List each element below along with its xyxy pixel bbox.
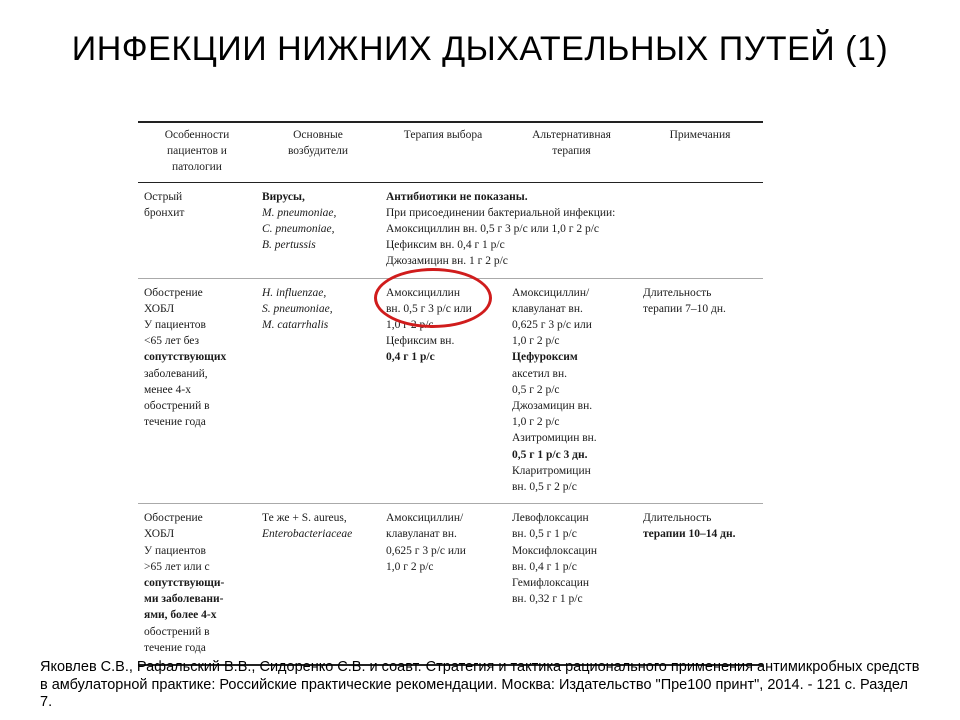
cell-line: Амоксициллин/ <box>512 286 590 299</box>
cell-line: клавуланат вн. <box>512 302 583 315</box>
cell-line: терапии 10–14 дн. <box>643 528 736 541</box>
cell-line: течение года <box>144 641 206 654</box>
header-pathogens <box>256 122 380 182</box>
cell-first-choice-therapy <box>380 504 506 665</box>
cell-line: B. pertussis <box>262 239 316 252</box>
cell-line: Джозамицин вн. 1 г 2 р/с <box>386 255 508 268</box>
cell-line: Enterobacteriaceae <box>262 528 353 541</box>
cell-line: 0,5 г 2 р/с <box>512 383 560 396</box>
cell-line: Кларитромицин <box>512 464 591 477</box>
cell-line: C. pneumoniae, <box>262 223 335 236</box>
cell-line: Острый <box>144 190 183 203</box>
cell-line: вн. 0,32 г 1 р/с <box>512 593 583 606</box>
cell-line: сопутствующи- <box>144 577 225 590</box>
cell-line: Левофлоксацин <box>512 512 589 525</box>
cell-line: 0,625 г 3 р/с или <box>386 544 466 557</box>
cell-line: Вирусы, <box>262 190 305 203</box>
cell-line: Амоксициллин вн. 0,5 г 3 р/с или 1,0 г 2 р/с <box>386 223 600 236</box>
cell-line: ХОБЛ <box>144 528 175 541</box>
header-alternative-therapy <box>506 122 637 182</box>
cell-line: Джозамицин вн. <box>512 400 593 413</box>
cell-line: <65 лет без <box>144 335 200 348</box>
cell-line: 1,0 г 2 р/с <box>386 319 434 332</box>
cell-line: Гемифлоксацин <box>512 577 590 590</box>
cell-therapy-spanning <box>380 182 763 278</box>
cell-line: 0,4 г 1 р/с <box>386 351 435 364</box>
cell-line: H. influenzae, <box>262 286 327 299</box>
cell-line: обострений в <box>144 400 210 413</box>
recommendations-table <box>138 121 763 666</box>
cell-line: аксетил вн. <box>512 367 568 380</box>
cell-line: вн. 0,5 г 2 р/с <box>512 481 577 494</box>
cell-line: ями, более 4-х <box>144 609 217 622</box>
table-row <box>138 504 763 665</box>
table-row <box>138 182 763 278</box>
header-line: Альтернативная <box>532 129 611 141</box>
header-patient-features <box>138 122 256 182</box>
cell-line: S. pneumoniae, <box>262 302 333 315</box>
cell-line: 1,0 г 2 р/с <box>386 560 434 573</box>
cell-alternative-therapy <box>506 278 637 504</box>
cell-line: M. pneumoniae, <box>262 206 337 219</box>
cell-line: Амоксициллин <box>386 286 460 299</box>
header-notes <box>637 122 763 182</box>
cell-line: течение года <box>144 416 206 429</box>
header-line: Особенности <box>164 129 230 141</box>
cell-line: 1,0 г 2 р/с <box>512 416 560 429</box>
header-line: Основные <box>293 129 343 141</box>
cell-line: У пациентов <box>144 544 206 557</box>
cell-notes <box>637 278 763 504</box>
cell-pathogens <box>256 278 380 504</box>
cell-notes <box>637 504 763 665</box>
recommendations-table-container <box>138 121 763 654</box>
cell-line: ХОБЛ <box>144 302 175 315</box>
header-first-choice-therapy <box>380 122 506 182</box>
cell-line: M. catarrhalis <box>262 319 329 332</box>
cell-line: вн. 0,5 г 3 р/с или <box>386 302 472 315</box>
cell-line: Те же + S. aureus, <box>262 512 347 525</box>
cell-line: Длительность <box>643 512 712 525</box>
cell-alternative-therapy <box>506 504 637 665</box>
cell-line: сопутствующих <box>144 351 227 364</box>
cell-line: >65 лет или с <box>144 560 210 573</box>
cell-line: 0,5 г 1 р/с 3 дн. <box>512 448 588 461</box>
cell-pathogens <box>256 504 380 665</box>
cell-line: вн. 0,5 г 1 р/с <box>512 528 577 541</box>
cell-line: ми заболевани- <box>144 593 224 606</box>
header-line: возбудители <box>287 145 349 158</box>
cell-line: Моксифлоксацин <box>512 544 598 557</box>
cell-line: заболеваний, <box>144 367 208 380</box>
cell-line: 1,0 г 2 р/с <box>512 335 560 348</box>
header-line: Терапия выбора <box>403 129 483 141</box>
cell-line: Антибиотики не показаны. <box>386 190 528 203</box>
cell-patient-features <box>138 504 256 665</box>
cell-patient-features <box>138 182 256 278</box>
cell-line: Цефиксим вн. 0,4 г 1 р/с <box>386 239 505 252</box>
citation-text: Яковлев С.В., Рафальский В.В., Сидоренко С.В. и соавт. Стратегия и тактика рационального применения антимикробных средств в амбулаторной практике: Российские практические рекомендации. Москва: Издательство "Пре100 принт", 2014. - 121 с. Раздел 7. <box>40 659 920 710</box>
cell-line: При присоединении бактериальной инфекции: <box>386 206 616 219</box>
cell-line: У пациентов <box>144 319 206 332</box>
cell-line: Азитромицин вн. <box>512 432 597 445</box>
cell-line: Амоксициллин/ <box>386 512 464 525</box>
cell-line: менее 4-х <box>144 383 191 396</box>
cell-line: терапии 7–10 дн. <box>643 302 726 315</box>
cell-line: Обострение <box>144 286 203 299</box>
slide-title: ИНФЕКЦИИ НИЖНИХ ДЫХАТЕЛЬНЫХ ПУТЕЙ (1) <box>71 30 889 68</box>
cell-line: Длительность <box>643 286 712 299</box>
cell-line: Цефиксим вн. <box>386 335 455 348</box>
header-line: пациентов и <box>167 145 227 158</box>
cell-line: бронхит <box>144 206 185 219</box>
table-header-row <box>138 122 763 182</box>
cell-pathogens <box>256 182 380 278</box>
cell-line: обострений в <box>144 625 210 638</box>
cell-line: клавуланат вн. <box>386 528 457 541</box>
cell-line: 0,625 г 3 р/с или <box>512 319 592 332</box>
header-line: Примечания <box>669 129 731 141</box>
cell-patient-features <box>138 278 256 504</box>
cell-line: Цефуроксим <box>512 351 578 364</box>
header-line: патологии <box>172 161 222 174</box>
highlight-circle <box>374 268 492 328</box>
cell-line: Обострение <box>144 512 203 525</box>
cell-line: вн. 0,4 г 1 р/с <box>512 560 577 573</box>
header-line: терапия <box>552 145 591 158</box>
